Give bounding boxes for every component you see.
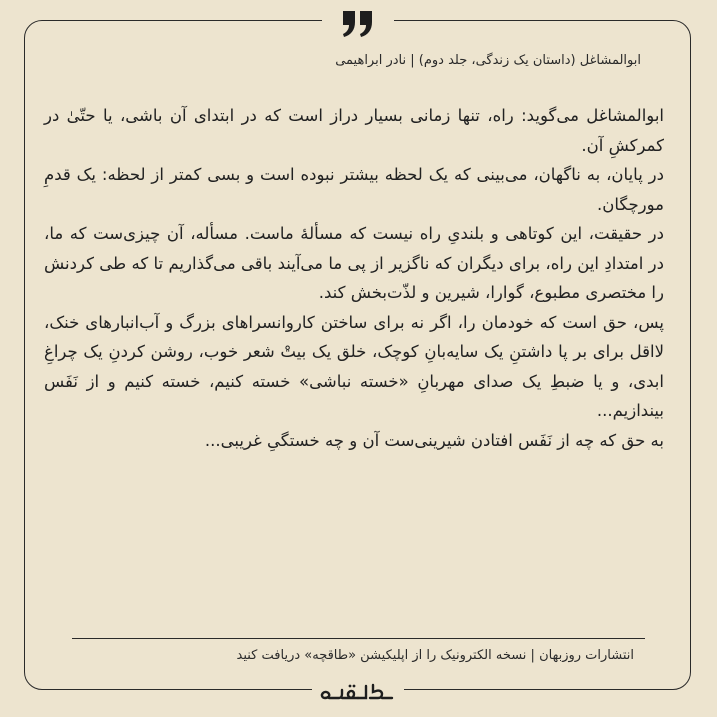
taaghche-logo <box>312 678 404 708</box>
quote-paragraph: در پایان، به ناگهان، می‌بینی که یک لحظه بیشتر نبوده است و بسی کمتر از لحظه: یک قدمِ مورچگان. <box>44 165 664 214</box>
quote-paragraph: ابوالمشاغل می‌گوید: راه، تنها زمانی بسیار دراز است که در ابتدای آن باشی، یا حتّیٰ در کمرکشِ آن. <box>44 106 664 155</box>
quote-paragraph: در حقیقت، این کوتاهی و بلندیِ راه نیست که مسألهٔ ماست. مسأله، آن چیزی‌ست که ما، در امتدادِ این راه، برای دیگران که ناگزیر از پی ما می‌آیند باقی می‌گذاریم تا که طی کردنش را مختصری مطبوع، گوارا، شیرین و لذّت‌بخش کند. <box>44 224 664 302</box>
footer-divider <box>72 638 645 639</box>
quote-body <box>44 101 664 455</box>
book-source: ابوالمشاغل (داستان یک زندگی، جلد دوم) | نادر ابراهیمی <box>335 53 641 68</box>
quote-mark-icon <box>322 4 394 44</box>
publisher-footer: انتشارات روزبهان | نسخه الکترونیک را از اپلیکیشن «طاقچه» دریافت کنید <box>236 648 634 663</box>
quote-paragraph: پس، حق است که خودمان را، اگر نه برای ساختن کاروانسراهای بزرگ و آب‌انبارهای خنک، لااقل برای بر پا داشتنِ یک سایه‌بانِ کوچک، خلق یک بیتْ شعر خوب، روشن کردنِ یک چراغِ ابدی، و یا ضبطِ یک صدای مهربانِ «خسته نباشی» خسته کنیم، خسته کنیم و از نَفَس بیندازیم... <box>44 312 664 420</box>
quote-paragraph: به حق که چه از نَفَس افتادن شیرینی‌ست آن و چه خستگیِ غریبی... <box>204 430 664 450</box>
